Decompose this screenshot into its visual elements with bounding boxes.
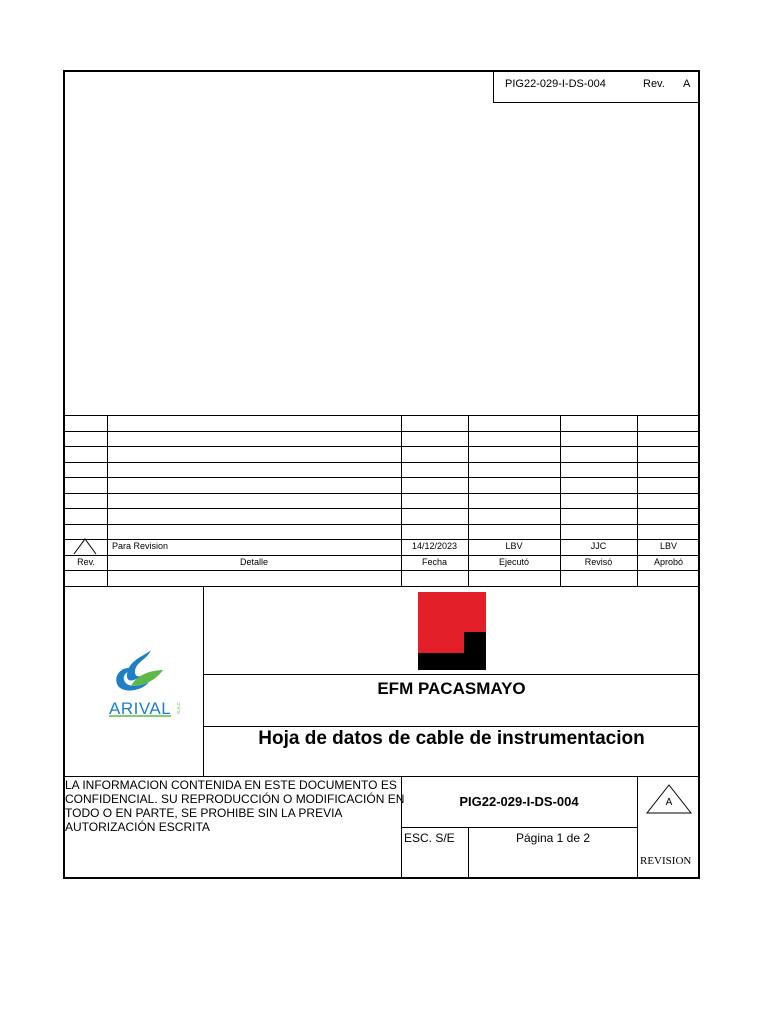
col-header-date: Fecha	[421, 557, 447, 567]
rev-triangle-icon	[73, 538, 97, 555]
rev-table-line	[65, 415, 700, 416]
company-name: EFM PACASMAYO	[377, 679, 526, 698]
title-top-line	[203, 726, 700, 727]
rev-entry-date: 14/12/2023	[411, 541, 458, 551]
header-rev-value: A	[683, 78, 691, 90]
client-logo-icon	[418, 592, 486, 670]
revision-triangle-letter: A	[665, 797, 673, 808]
rev-table-line	[65, 446, 700, 447]
revision-label: REVISION	[640, 855, 692, 867]
rev-table-line	[65, 508, 700, 509]
company-top-line	[203, 674, 700, 675]
rev-table-line	[65, 539, 700, 540]
document-title: Hoja de datos de cable de instrumentacion	[258, 728, 645, 749]
page-counter: Página 1 de 2	[515, 831, 591, 845]
rev-table-line	[65, 555, 700, 556]
rev-table-line	[65, 477, 700, 478]
confidential-notice: LA INFORMACION CONTENIDA EN ESTE DOCUMENTO ES CONFIDENCIAL. SU REPRODUCCIÓN O MODIFICACIÓN EN TODO O EN PARTE, SE PROHIBE SIN LA PREVIA AUTORIZACIÓN ESCRITA	[65, 778, 405, 834]
drawing-frame	[63, 70, 700, 879]
footer-esc-divider	[468, 827, 469, 879]
footer-divider	[637, 776, 638, 879]
footer-top-line	[65, 776, 700, 777]
arival-logo-text: ARIVAL	[109, 699, 172, 718]
rev-entry-detail: Para Revision	[112, 541, 169, 551]
header-rev-label: Rev.	[643, 78, 665, 90]
rev-entry-approved: LBV	[659, 541, 677, 551]
rev-table-line	[65, 570, 700, 571]
title-block-top	[65, 586, 700, 587]
footer-doc-number: PIG22-029-I-DS-004	[459, 794, 579, 809]
svg-text:S.A.C: S.A.C	[176, 702, 181, 714]
header-divider	[493, 72, 494, 102]
col-header-executed: Ejecutó	[498, 557, 530, 567]
arival-logo-icon	[105, 646, 185, 718]
header-doc-code: PIG22-029-I-DS-004	[505, 78, 606, 90]
col-header-reviewed: Revisó	[584, 557, 613, 567]
col-header-approved: Aprobó	[653, 557, 684, 567]
footer-mid-line	[401, 827, 637, 828]
rev-table-line	[65, 493, 700, 494]
col-header-detail: Detalle	[239, 557, 268, 567]
rev-table-line	[65, 431, 700, 432]
scale-label: ESC. S/E	[404, 831, 455, 845]
rev-table-line	[65, 524, 700, 525]
rev-entry-executed: LBV	[505, 541, 523, 551]
col-header-rev: Rev.	[77, 557, 95, 567]
rev-table-line	[65, 462, 700, 463]
header-bottom-line	[493, 102, 700, 103]
rev-entry-reviewed: JJC	[590, 541, 607, 551]
